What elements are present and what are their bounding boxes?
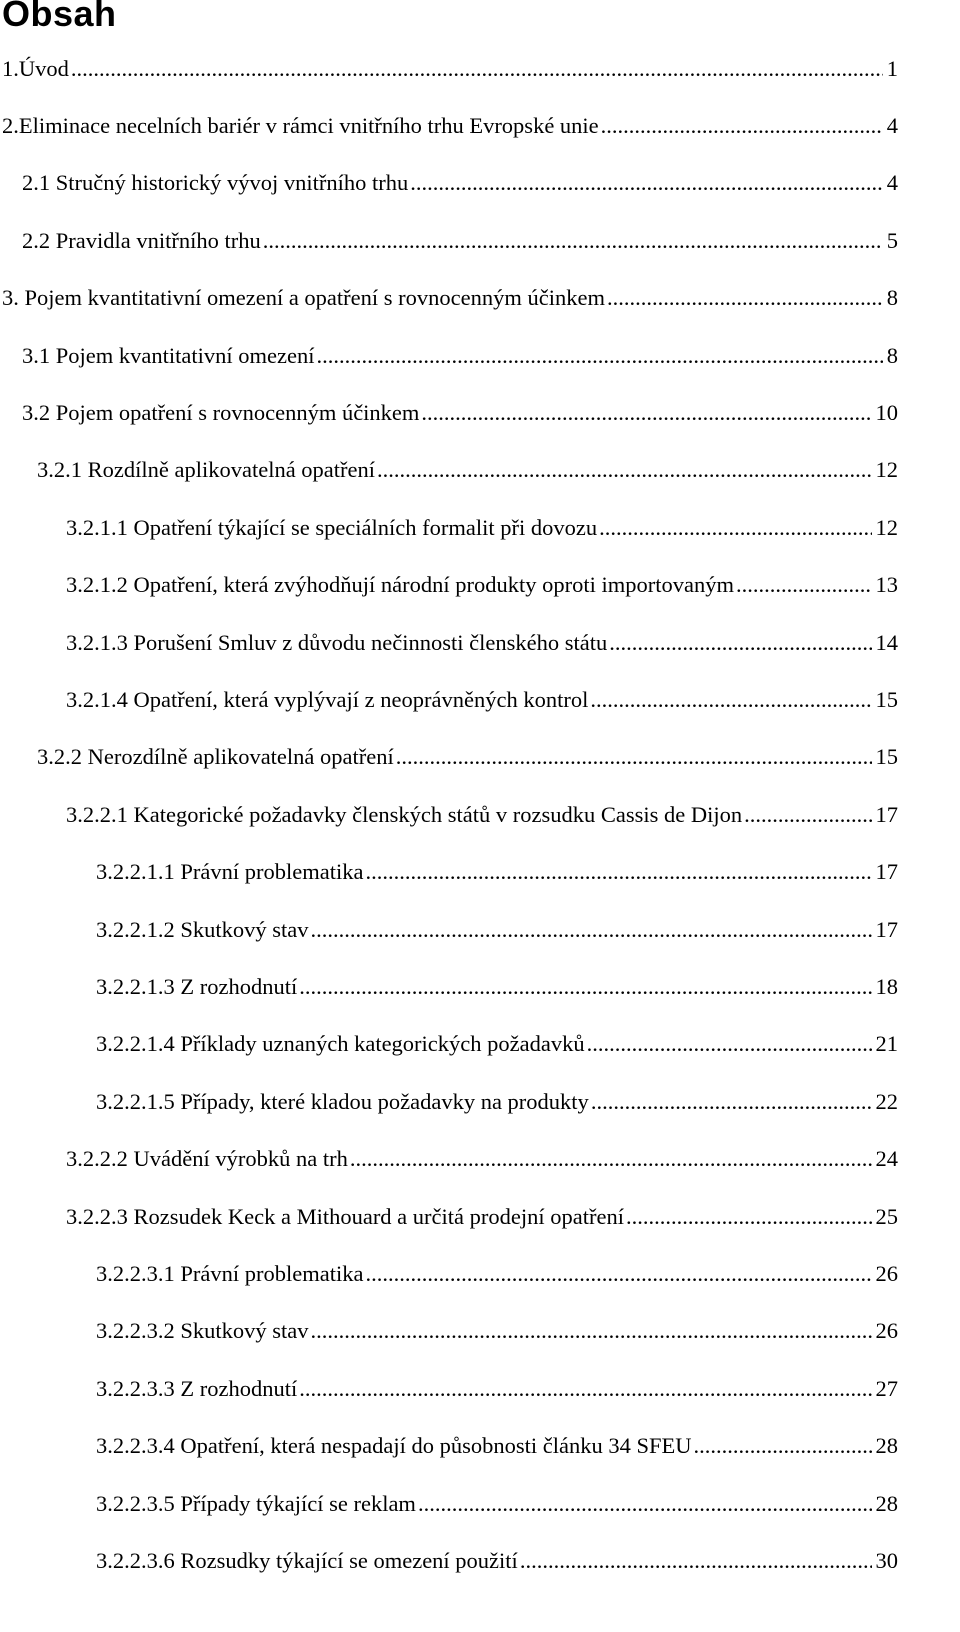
toc-page-number: 17 [875,917,898,942]
toc-page-number: 28 [875,1433,898,1458]
toc-entry-text: 3.2.2.3.3 Z rozhodnutí [96,1376,298,1401]
toc-entry[interactable] [96,1029,898,1059]
toc-entry-text: 3.2.1 Rozdílně aplikovatelná opatření [37,457,376,482]
toc-dot-leader [377,455,871,485]
toc-entry[interactable] [96,1316,898,1346]
toc-dot-leader [418,1489,872,1519]
toc-dot-leader [365,1259,871,1289]
toc-page-number: 14 [875,630,898,655]
toc-entry-text: 3.2.2.3 Rozsudek Keck a Mithouard a určitá prodejní opatření [66,1204,624,1229]
toc-entry-text: 3.2.1.3 Porušení Smluv z důvodu nečinnosti členského státu [66,630,608,655]
toc-dot-leader [607,283,883,313]
toc-entry-text: 3.2.2.3.5 Případy týkající se reklam [96,1491,416,1516]
toc-entry[interactable] [37,742,898,772]
toc-page-number: 8 [886,285,898,310]
toc-page-number: 21 [875,1031,898,1056]
toc-dot-leader [694,1431,872,1461]
toc-entry[interactable] [66,1144,898,1174]
toc-entry-text: 3.2.2.3.4 Opatření, která nespadají do působnosti článku 34 SFEU [96,1433,692,1458]
toc-dot-leader [590,685,871,715]
toc-page-number: 30 [875,1548,898,1573]
toc-entry-text: 3.2.2.1 Kategorické požadavky členských států v rozsudku Cassis de Dijon [66,802,743,827]
toc-entry-text: 3.2.2 Nerozdílně aplikovatelná opatření [37,744,394,769]
toc-dot-leader [601,111,883,141]
toc-page-number: 5 [886,228,898,253]
toc-entry[interactable] [66,1202,898,1232]
toc-dot-leader [520,1546,872,1576]
toc-dot-leader [299,972,871,1002]
toc-entry-text: 3.2.2.3.1 Právní problematika [96,1261,364,1286]
toc-dot-leader [316,341,882,371]
toc-entry-text: 3.2.2.1.5 Případy, které kladou požadavky na produkty [96,1089,589,1114]
toc-dot-leader [396,742,872,772]
toc-dot-leader [587,1029,872,1059]
toc-dot-leader [410,168,883,198]
toc-entry[interactable] [96,1259,898,1289]
toc-page-number: 4 [886,113,898,138]
toc-entry-text: 3. Pojem kvantitativní omezení a opatření s rovnocenným účinkem [2,285,605,310]
toc-entry[interactable] [2,111,898,141]
toc-page-number: 17 [875,859,898,884]
toc-dot-leader [299,1374,871,1404]
toc-dot-leader [736,570,871,600]
toc-entry[interactable] [96,1087,898,1117]
toc-entry[interactable] [2,283,898,313]
toc-entry[interactable] [66,513,898,543]
toc-dot-leader [744,800,871,830]
toc-entry[interactable] [96,972,898,1002]
toc-entry[interactable] [22,168,898,198]
toc-page-number: 25 [875,1204,898,1229]
toc-page-number: 12 [875,515,898,540]
toc-page-number: 24 [875,1146,898,1171]
toc-page-number: 18 [875,974,898,999]
toc-page-number: 26 [875,1261,898,1286]
toc-entry[interactable] [96,1374,898,1404]
toc-entry-text: 2.1 Stručný historický vývoj vnitřního trhu [22,170,409,195]
toc-dot-leader [421,398,871,428]
toc-entry[interactable] [66,685,898,715]
toc-entry[interactable] [96,1431,898,1461]
toc-entry[interactable] [22,341,898,371]
toc-page-number: 4 [886,170,898,195]
toc-page-number: 8 [886,343,898,368]
toc-page-number: 15 [875,687,898,712]
toc-entry[interactable] [66,800,898,830]
toc-entry[interactable] [22,226,898,256]
toc-page-number: 27 [875,1376,898,1401]
toc-entry-text: 3.2.2.1.1 Právní problematika [96,859,364,884]
toc-page-number: 15 [875,744,898,769]
toc-page-number: 17 [875,802,898,827]
toc-entry-text: 3.2.2.1.2 Skutkový stav [96,917,309,942]
toc-page-number: 26 [875,1318,898,1343]
toc-page-number: 28 [875,1491,898,1516]
toc-page-number: 10 [875,400,898,425]
toc-entry-text: 1.Úvod [2,56,69,81]
toc-dot-leader [599,513,871,543]
toc-entry-text: 3.2.2.3.6 Rozsudky týkající se omezení použití [96,1548,518,1573]
toc-dot-leader [263,226,883,256]
toc-entry-text: 3.1 Pojem kvantitativní omezení [22,343,315,368]
toc-dot-leader [609,628,871,658]
toc-title: Obsah [2,0,117,34]
toc-entry[interactable] [66,628,898,658]
toc-entry[interactable] [2,54,898,84]
toc-entry[interactable] [22,398,898,428]
toc-entry[interactable] [96,857,898,887]
toc-entry-text: 3.2 Pojem opatření s rovnocenným účinkem [22,400,420,425]
toc-dot-leader [626,1202,872,1232]
toc-dot-leader [591,1087,872,1117]
toc-entry-text: 3.2.2.2 Uvádění výrobků na trh [66,1146,348,1171]
toc-entry[interactable] [96,1489,898,1519]
toc-dot-leader [350,1144,872,1174]
toc-entry-text: 3.2.2.1.3 Z rozhodnutí [96,974,298,999]
toc-entry-text: 3.2.1.1 Opatření týkající se speciálních formalit při dovozu [66,515,598,540]
toc-dot-leader [71,54,883,84]
toc-entry-text: 3.2.1.2 Opatření, která zvýhodňují národní produkty oproti importovaným [66,572,735,597]
toc-page-number: 22 [875,1089,898,1114]
toc-dot-leader [365,857,871,887]
toc-dot-leader [311,1316,872,1346]
toc-entry-text: 3.2.2.1.4 Příklady uznaných kategorických požadavků [96,1031,585,1056]
toc-entry[interactable] [96,1546,898,1576]
toc-entry[interactable] [37,455,898,485]
toc-entry-text: 2.2 Pravidla vnitřního trhu [22,228,261,253]
toc-dot-leader [311,915,872,945]
toc-page-number: 1 [886,56,898,81]
toc-entry-text: 2.Eliminace necelních bariér v rámci vnitřního trhu Evropské unie [2,113,599,138]
toc-entry[interactable] [66,570,898,600]
toc-page-number: 12 [875,457,898,482]
toc-page-number: 13 [875,572,898,597]
toc-entry[interactable] [96,915,898,945]
toc-entry-text: 3.2.2.3.2 Skutkový stav [96,1318,309,1343]
toc-entry-text: 3.2.1.4 Opatření, která vyplývají z neoprávněných kontrol [66,687,589,712]
